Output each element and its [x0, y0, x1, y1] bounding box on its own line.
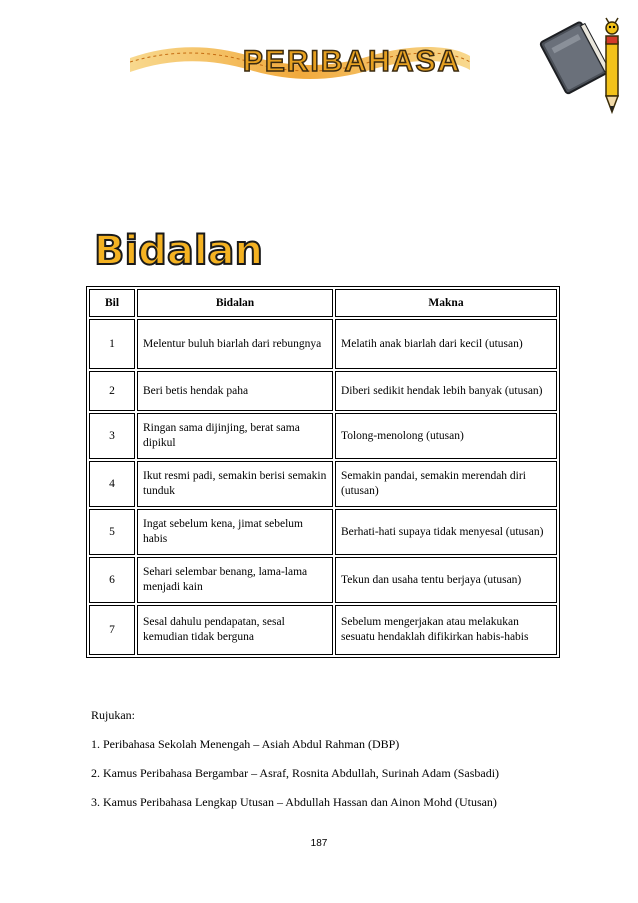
table-row	[89, 413, 557, 459]
cell-bidalan: Melentur buluh biarlah dari rebungnya	[137, 319, 333, 369]
section-title: Bidalan	[94, 228, 264, 274]
cell-bil: 2	[89, 371, 135, 411]
reference-item: 1. Peribahasa Sekolah Menengah – Asiah Abdul Rahman (DBP)	[91, 737, 400, 751]
table-row	[89, 509, 557, 555]
column-header-bidalan: Bidalan	[137, 289, 333, 317]
book-pencil-icon	[538, 6, 628, 116]
table-row	[89, 371, 557, 411]
cell-bidalan: Sesal dahulu pendapatan, sesal kemudian tidak berguna	[137, 605, 333, 655]
references	[91, 708, 499, 824]
cell-bil: 6	[89, 557, 135, 603]
cell-bidalan: Sehari selembar benang, lama-lama menjadi kain	[137, 557, 333, 603]
table-row	[89, 461, 557, 507]
references-label: Rujukan:	[91, 708, 135, 722]
cell-makna: Sebelum mengerjakan atau melakukan sesuatu hendaklah difikirkan habis-habis	[335, 605, 557, 655]
table-row	[89, 557, 557, 603]
cell-bidalan: Beri betis hendak paha	[137, 371, 333, 411]
page-number: 187	[310, 838, 328, 849]
table-row	[89, 319, 557, 369]
table-header-row	[89, 289, 557, 317]
cell-bidalan: Ikut resmi padi, semakin berisi semakin tunduk	[137, 461, 333, 507]
cell-bidalan: Ingat sebelum kena, jimat sebelum habis	[137, 509, 333, 555]
cell-bil: 7	[89, 605, 135, 655]
cell-makna: Melatih anak biarlah dari kecil (utusan)	[335, 319, 557, 369]
cell-bil: 3	[89, 413, 135, 459]
cell-bil: 5	[89, 509, 135, 555]
column-header-makna: Makna	[335, 289, 557, 317]
cell-makna: Tolong-menolong (utusan)	[335, 413, 557, 459]
cell-makna: Tekun dan usaha tentu berjaya (utusan)	[335, 557, 557, 603]
cell-makna: Semakin pandai, semakin merendah diri (utusan)	[335, 461, 557, 507]
cell-bidalan: Ringan sama dijinjing, berat sama dipikul	[137, 413, 333, 459]
cell-bil: 4	[89, 461, 135, 507]
column-header-bil: Bil	[89, 289, 135, 317]
cell-makna: Diberi sedikit hendak lebih banyak (utusan)	[335, 371, 557, 411]
cell-bil: 1	[89, 319, 135, 369]
bidalan-table	[86, 286, 560, 658]
table-row	[89, 605, 557, 655]
reference-item: 3. Kamus Peribahasa Lengkap Utusan – Abdullah Hassan dan Ainon Mohd (Utusan)	[91, 795, 497, 809]
banner-title: PERIBAHASA	[242, 45, 462, 78]
cell-makna: Berhati-hati supaya tidak menyesal (utusan)	[335, 509, 557, 555]
reference-item: 2. Kamus Peribahasa Bergambar – Asraf, Rosnita Abdullah, Surinah Adam (Sasbadi)	[91, 766, 500, 780]
